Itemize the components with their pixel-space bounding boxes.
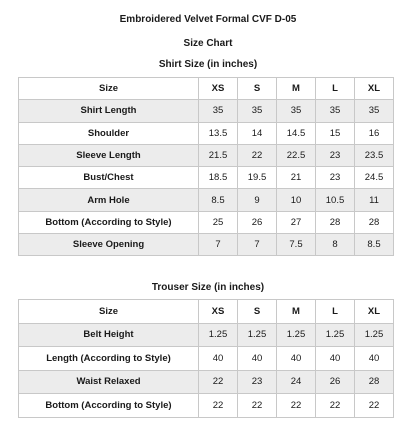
- table-cell: 35: [238, 100, 277, 122]
- table-cell: 1.25: [238, 323, 277, 347]
- table-cell: 1.25: [355, 323, 394, 347]
- table-cell: 10: [277, 189, 316, 211]
- table-cell: 14.5: [277, 122, 316, 144]
- table-row: [19, 370, 394, 394]
- table-cell: 19.5: [238, 167, 277, 189]
- table-row: [19, 100, 394, 122]
- table-cell: 35: [355, 100, 394, 122]
- table-cell: 35: [316, 100, 355, 122]
- table-cell: 23: [238, 370, 277, 394]
- table-cell: 25: [199, 211, 238, 233]
- table-cell: 40: [277, 347, 316, 371]
- header-cell: L: [316, 78, 355, 100]
- table-cell: 15: [316, 122, 355, 144]
- table-row: [19, 144, 394, 166]
- row-label: Bottom (According to Style): [19, 394, 199, 418]
- header-cell: XS: [199, 300, 238, 324]
- row-label: Arm Hole: [19, 189, 199, 211]
- table-cell: 35: [277, 100, 316, 122]
- table-cell: 8: [316, 234, 355, 256]
- table-cell: 28: [316, 211, 355, 233]
- header-cell: S: [238, 300, 277, 324]
- table-cell: 40: [238, 347, 277, 371]
- row-label: Sleeve Length: [19, 144, 199, 166]
- table-row: [19, 394, 394, 418]
- table-cell: 14: [238, 122, 277, 144]
- table-header-row: [19, 300, 394, 324]
- table-cell: 35: [199, 100, 238, 122]
- table-row: [19, 122, 394, 144]
- table-cell: 22: [355, 394, 394, 418]
- table-row: [19, 167, 394, 189]
- table-cell: 1.25: [199, 323, 238, 347]
- table-row: [19, 211, 394, 233]
- table-cell: 26: [316, 370, 355, 394]
- table-cell: 24.5: [355, 167, 394, 189]
- table-cell: 26: [238, 211, 277, 233]
- table-cell: 8.5: [199, 189, 238, 211]
- row-label: Length (According to Style): [19, 347, 199, 371]
- table-cell: 23: [316, 167, 355, 189]
- row-label: Belt Height: [19, 323, 199, 347]
- row-label: Bottom (According to Style): [19, 211, 199, 233]
- table-row: [19, 323, 394, 347]
- header-cell: S: [238, 78, 277, 100]
- table-cell: 22: [316, 394, 355, 418]
- row-label: Shoulder: [19, 122, 199, 144]
- table-row: [19, 347, 394, 371]
- trouser-size-table: [18, 299, 394, 418]
- table-cell: 10.5: [316, 189, 355, 211]
- trouser-size-table-body: [19, 300, 394, 418]
- table-cell: 7.5: [277, 234, 316, 256]
- product-title: Embroidered Velvet Formal CVF D-05: [119, 14, 297, 25]
- table-cell: 11: [355, 189, 394, 211]
- shirt-size-table: [18, 77, 394, 256]
- table-cell: 22.5: [277, 144, 316, 166]
- table-cell: 21.5: [199, 144, 238, 166]
- table-cell: 21: [277, 167, 316, 189]
- table-cell: 13.5: [199, 122, 238, 144]
- table-cell: 22: [277, 394, 316, 418]
- header-cell: L: [316, 300, 355, 324]
- header-cell: XS: [199, 78, 238, 100]
- table-cell: 23: [316, 144, 355, 166]
- trouser-size-title: Trouser Size (in inches): [151, 282, 265, 293]
- row-label: Waist Relaxed: [19, 370, 199, 394]
- table-cell: 9: [238, 189, 277, 211]
- table-cell: 1.25: [316, 323, 355, 347]
- chart-title: Size Chart: [183, 38, 233, 49]
- table-cell: 40: [355, 347, 394, 371]
- table-cell: 22: [199, 394, 238, 418]
- table-cell: 40: [316, 347, 355, 371]
- shirt-size-title: Shirt Size (in inches): [158, 59, 258, 70]
- table-cell: 22: [199, 370, 238, 394]
- table-row: [19, 234, 394, 256]
- table-cell: 27: [277, 211, 316, 233]
- table-cell: 16: [355, 122, 394, 144]
- header-cell: XL: [355, 78, 394, 100]
- header-cell: Size: [19, 300, 199, 324]
- table-cell: 7: [238, 234, 277, 256]
- table-cell: 24: [277, 370, 316, 394]
- header-cell: M: [277, 300, 316, 324]
- table-cell: 28: [355, 211, 394, 233]
- row-label: Bust/Chest: [19, 167, 199, 189]
- header-cell: Size: [19, 78, 199, 100]
- table-cell: 28: [355, 370, 394, 394]
- table-cell: 23.5: [355, 144, 394, 166]
- table-cell: 1.25: [277, 323, 316, 347]
- table-cell: 22: [238, 394, 277, 418]
- shirt-size-table-body: [19, 78, 394, 256]
- table-cell: 8.5: [355, 234, 394, 256]
- table-cell: 18.5: [199, 167, 238, 189]
- table-cell: 22: [238, 144, 277, 166]
- header-cell: XL: [355, 300, 394, 324]
- table-cell: 7: [199, 234, 238, 256]
- table-row: [19, 189, 394, 211]
- table-cell: 40: [199, 347, 238, 371]
- table-header-row: [19, 78, 394, 100]
- header-cell: M: [277, 78, 316, 100]
- row-label: Sleeve Opening: [19, 234, 199, 256]
- row-label: Shirt Length: [19, 100, 199, 122]
